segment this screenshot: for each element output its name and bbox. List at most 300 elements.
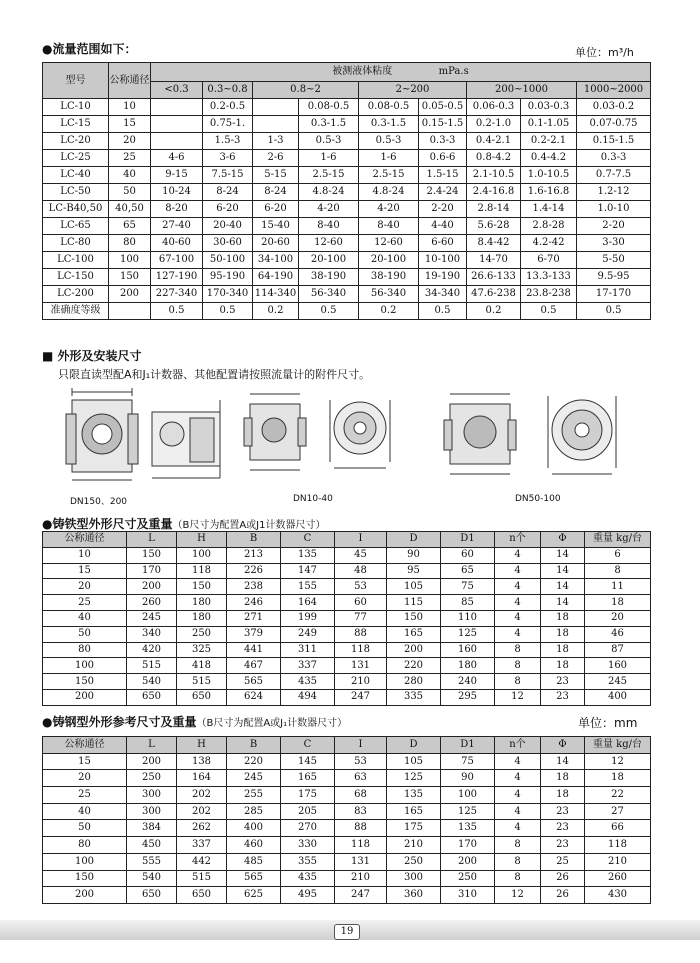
caption-dn10: DN10-40 bbox=[293, 494, 333, 504]
table-cell: 8-40 bbox=[359, 218, 419, 235]
table-cell: 88 bbox=[335, 820, 387, 837]
table-cell: 260 bbox=[585, 870, 651, 887]
table-cell: 27-40 bbox=[151, 218, 203, 235]
flow-header-nominal: 公称通径 bbox=[109, 63, 151, 99]
table-cell: 175 bbox=[387, 820, 441, 837]
column-header: n个 bbox=[495, 532, 541, 548]
table-cell: 38-190 bbox=[359, 269, 419, 286]
table-cell: LC-40 bbox=[43, 167, 109, 184]
cast-steel-table bbox=[42, 736, 651, 904]
table-cell: 4 bbox=[495, 820, 541, 837]
table-cell: 25 bbox=[541, 853, 585, 870]
flow-unit: 单位：m³/h bbox=[575, 46, 634, 59]
table-cell: 46 bbox=[585, 626, 651, 642]
caption-dn150: DN150、200 bbox=[70, 497, 128, 507]
table-cell: 95-190 bbox=[203, 269, 253, 286]
accuracy-cell: 0.5 bbox=[577, 303, 651, 320]
table-cell: 8 bbox=[495, 674, 541, 690]
table-cell: 150 bbox=[177, 579, 227, 595]
table-cell: 131 bbox=[335, 658, 387, 674]
table-cell: 118 bbox=[335, 837, 387, 854]
column-header: D1 bbox=[441, 737, 495, 754]
table-cell: 77 bbox=[335, 610, 387, 626]
table-cell: 213 bbox=[227, 547, 281, 563]
table-cell: 10-100 bbox=[419, 252, 467, 269]
table-cell: 4-20 bbox=[359, 201, 419, 218]
table-cell: 200 bbox=[127, 753, 177, 770]
page-number: 19 bbox=[334, 924, 360, 940]
table-cell: 138 bbox=[177, 753, 227, 770]
table-cell: 17-170 bbox=[577, 286, 651, 303]
table-cell: 0.15-1.5 bbox=[419, 116, 467, 133]
table-cell: 90 bbox=[441, 770, 495, 787]
table-cell: 11 bbox=[585, 579, 651, 595]
table-cell: 625 bbox=[227, 887, 281, 904]
table-cell: 100 bbox=[43, 658, 127, 674]
table-cell: 0.05-0.5 bbox=[419, 99, 467, 116]
table-cell: 5-15 bbox=[253, 167, 299, 184]
table-cell: 1.5-3 bbox=[203, 133, 253, 150]
table-cell: LC-50 bbox=[43, 184, 109, 201]
table-cell: 325 bbox=[177, 642, 227, 658]
table-cell: 40 bbox=[109, 167, 151, 184]
table-cell: 3-30 bbox=[577, 235, 651, 252]
range-header: 0.8~2 bbox=[253, 82, 359, 99]
table-cell: 110 bbox=[441, 610, 495, 626]
table-cell: 400 bbox=[227, 820, 281, 837]
table-cell: 6 bbox=[585, 547, 651, 563]
table-cell: 53 bbox=[335, 753, 387, 770]
table-cell: 100 bbox=[109, 252, 151, 269]
table-row bbox=[43, 803, 651, 820]
table-cell: 40,50 bbox=[109, 201, 151, 218]
table-row bbox=[43, 837, 651, 854]
table-cell: 175 bbox=[281, 787, 335, 804]
table-cell: 4 bbox=[495, 787, 541, 804]
table-cell: 2.8-28 bbox=[521, 218, 577, 235]
table-cell: 0.7-7.5 bbox=[577, 167, 651, 184]
table-cell: 5-50 bbox=[577, 252, 651, 269]
table-cell: 200 bbox=[387, 642, 441, 658]
table-cell: 170-340 bbox=[203, 286, 253, 303]
table-cell: 210 bbox=[387, 837, 441, 854]
table-cell: 565 bbox=[227, 870, 281, 887]
table-cell: LC-100 bbox=[43, 252, 109, 269]
table-cell bbox=[151, 133, 203, 150]
table-cell: 6-60 bbox=[419, 235, 467, 252]
table-cell: 4.8-24 bbox=[299, 184, 359, 201]
accuracy-cell: 0.2 bbox=[253, 303, 299, 320]
table-cell: 165 bbox=[281, 770, 335, 787]
table-cell: 8 bbox=[495, 642, 541, 658]
table-cell: 4.2-42 bbox=[521, 235, 577, 252]
column-header: n个 bbox=[495, 737, 541, 754]
table-cell: 467 bbox=[227, 658, 281, 674]
table-cell: 240 bbox=[441, 674, 495, 690]
table-cell: 150 bbox=[387, 610, 441, 626]
table-cell: 147 bbox=[281, 563, 335, 579]
table-cell: 0.3-3 bbox=[419, 133, 467, 150]
table-cell: 12 bbox=[585, 753, 651, 770]
table-cell: 100 bbox=[177, 547, 227, 563]
table-cell: 2.8-14 bbox=[467, 201, 521, 218]
table-cell: 8-20 bbox=[151, 201, 203, 218]
table-cell: 23 bbox=[541, 820, 585, 837]
table-cell: 2.4-16.8 bbox=[467, 184, 521, 201]
table-cell: 0.5-3 bbox=[359, 133, 419, 150]
table-cell: 25 bbox=[43, 595, 127, 611]
accuracy-cell: 0.5 bbox=[151, 303, 203, 320]
table-cell: 250 bbox=[177, 626, 227, 642]
table-header-row bbox=[43, 737, 651, 754]
table-cell: 75 bbox=[441, 579, 495, 595]
table-cell: LC-10 bbox=[43, 99, 109, 116]
table-cell: 0.3-1.5 bbox=[299, 116, 359, 133]
column-header: L bbox=[127, 532, 177, 548]
table-cell: 245 bbox=[127, 610, 177, 626]
table-cell: 4 bbox=[495, 803, 541, 820]
table-cell: 23.8-238 bbox=[521, 286, 577, 303]
table-cell: 150 bbox=[43, 870, 127, 887]
range-header: 2~200 bbox=[359, 82, 467, 99]
column-header: 重量 kg/台 bbox=[585, 737, 651, 754]
table-cell: 280 bbox=[387, 674, 441, 690]
table-cell: 200 bbox=[441, 853, 495, 870]
table-cell: 650 bbox=[177, 887, 227, 904]
table-cell: 311 bbox=[281, 642, 335, 658]
table-cell: 262 bbox=[177, 820, 227, 837]
table-row bbox=[43, 547, 651, 563]
column-header: H bbox=[177, 532, 227, 548]
table-cell: 14 bbox=[541, 547, 585, 563]
table-cell: 135 bbox=[281, 547, 335, 563]
table-cell bbox=[151, 116, 203, 133]
table-cell: 2-20 bbox=[419, 201, 467, 218]
table-row bbox=[43, 820, 651, 837]
table-cell: 0.1-1.05 bbox=[521, 116, 577, 133]
flow-header-model: 型号 bbox=[43, 63, 109, 99]
table-cell: 300 bbox=[387, 870, 441, 887]
range-header: 200~1000 bbox=[467, 82, 577, 99]
table-cell: 75 bbox=[441, 753, 495, 770]
table-cell: 250 bbox=[387, 853, 441, 870]
table-cell: LC-80 bbox=[43, 235, 109, 252]
accuracy-cell bbox=[109, 303, 151, 320]
table-row bbox=[43, 563, 651, 579]
drawing-dn10-front bbox=[330, 400, 390, 468]
table-cell: 165 bbox=[387, 803, 441, 820]
table-cell: 0.2-1.0 bbox=[467, 116, 521, 133]
table-row bbox=[43, 674, 651, 690]
table-cell: 20 bbox=[585, 610, 651, 626]
table-cell: 565 bbox=[227, 674, 281, 690]
column-header: 重量 kg/台 bbox=[585, 532, 651, 548]
drawing-dn10-side bbox=[244, 394, 306, 470]
table-cell: 650 bbox=[127, 887, 177, 904]
table-cell: 295 bbox=[441, 689, 495, 705]
table-cell: 18 bbox=[541, 642, 585, 658]
table-cell: 515 bbox=[177, 674, 227, 690]
table-cell: 220 bbox=[227, 753, 281, 770]
iron-title-sub: （B尺寸为配置A或J1计数器尺寸） bbox=[172, 520, 326, 531]
table-cell: 155 bbox=[281, 579, 335, 595]
table-cell: 56-340 bbox=[299, 286, 359, 303]
table-cell: 4 bbox=[495, 563, 541, 579]
table-cell: 624 bbox=[227, 689, 281, 705]
table-cell: 15 bbox=[109, 116, 151, 133]
steel-title-sub: （B尺寸为配置A或J₁计数器尺寸） bbox=[196, 718, 348, 729]
table-cell: 18 bbox=[541, 610, 585, 626]
column-header: H bbox=[177, 737, 227, 754]
table-row bbox=[43, 610, 651, 626]
table-cell: 200 bbox=[127, 579, 177, 595]
table-cell: 160 bbox=[441, 642, 495, 658]
table-cell: 20 bbox=[109, 133, 151, 150]
column-header: I bbox=[335, 737, 387, 754]
table-cell: 18 bbox=[585, 595, 651, 611]
table-cell: 40 bbox=[43, 803, 127, 820]
table-cell: 650 bbox=[127, 689, 177, 705]
table-cell: 6-70 bbox=[521, 252, 577, 269]
table-cell: 0.6-6 bbox=[419, 150, 467, 167]
table-cell: 247 bbox=[335, 689, 387, 705]
table-cell: 6-20 bbox=[253, 201, 299, 218]
table-row bbox=[43, 269, 651, 286]
table-cell: 53 bbox=[335, 579, 387, 595]
table-cell: 245 bbox=[227, 770, 281, 787]
table-cell: 202 bbox=[177, 803, 227, 820]
table-cell: 2.5-15 bbox=[299, 167, 359, 184]
table-cell: 384 bbox=[127, 820, 177, 837]
table-row bbox=[43, 853, 651, 870]
accuracy-cell: 准确度等级 bbox=[43, 303, 109, 320]
table-cell: 10 bbox=[109, 99, 151, 116]
accuracy-cell: 0.5 bbox=[521, 303, 577, 320]
table-row bbox=[43, 201, 651, 218]
table-row bbox=[43, 658, 651, 674]
table-cell: 210 bbox=[335, 674, 387, 690]
steel-title bbox=[42, 713, 347, 730]
flow-title: ●流量范围如下： bbox=[42, 42, 137, 56]
table-cell: 495 bbox=[281, 887, 335, 904]
table-cell: 118 bbox=[177, 563, 227, 579]
accuracy-cell: 0.2 bbox=[467, 303, 521, 320]
table-cell: 0.8-4.2 bbox=[467, 150, 521, 167]
table-cell: 255 bbox=[227, 787, 281, 804]
table-cell: 50 bbox=[43, 626, 127, 642]
table-cell: 13.3-133 bbox=[521, 269, 577, 286]
table-cell: 34-100 bbox=[253, 252, 299, 269]
table-cell: 95 bbox=[387, 563, 441, 579]
table-row bbox=[43, 595, 651, 611]
table-cell: 64-190 bbox=[253, 269, 299, 286]
table-cell: 0.3-1.5 bbox=[359, 116, 419, 133]
table-cell: 14 bbox=[541, 579, 585, 595]
column-header: 公称通径 bbox=[43, 737, 127, 754]
table-cell: 2.4-24 bbox=[419, 184, 467, 201]
table-cell: 150 bbox=[127, 547, 177, 563]
table-cell: 88 bbox=[335, 626, 387, 642]
accuracy-cell: 0.5 bbox=[203, 303, 253, 320]
table-cell: 6-20 bbox=[203, 201, 253, 218]
table-cell: 160 bbox=[585, 658, 651, 674]
table-cell: 435 bbox=[281, 674, 335, 690]
iron-title bbox=[42, 515, 326, 532]
table-cell: 210 bbox=[585, 853, 651, 870]
table-cell: 337 bbox=[281, 658, 335, 674]
table-cell: 8 bbox=[585, 563, 651, 579]
table-cell: 360 bbox=[387, 887, 441, 904]
table-cell: 2.1-10.5 bbox=[467, 167, 521, 184]
table-cell: 418 bbox=[177, 658, 227, 674]
table-cell: 20-100 bbox=[359, 252, 419, 269]
table-cell: 0.08-0.5 bbox=[299, 99, 359, 116]
table-cell: 1.2-12 bbox=[577, 184, 651, 201]
column-header: I bbox=[335, 532, 387, 548]
table-cell: 150 bbox=[43, 674, 127, 690]
table-cell: 60 bbox=[441, 547, 495, 563]
table-cell: 135 bbox=[441, 820, 495, 837]
table-cell: 22 bbox=[585, 787, 651, 804]
table-cell: 105 bbox=[387, 753, 441, 770]
table-cell: 164 bbox=[177, 770, 227, 787]
table-cell: 100 bbox=[43, 853, 127, 870]
table-cell: 14 bbox=[541, 563, 585, 579]
table-cell: 1-6 bbox=[299, 150, 359, 167]
table-cell: 400 bbox=[585, 689, 651, 705]
table-cell: 125 bbox=[387, 770, 441, 787]
table-cell: 4-6 bbox=[151, 150, 203, 167]
table-row bbox=[43, 235, 651, 252]
table-cell: 115 bbox=[387, 595, 441, 611]
table-cell: 4 bbox=[495, 626, 541, 642]
table-cell: 60 bbox=[335, 595, 387, 611]
table-cell: 135 bbox=[387, 787, 441, 804]
table-cell: 8-40 bbox=[299, 218, 359, 235]
table-cell: LC-B40,50 bbox=[43, 201, 109, 218]
table-cell: 90 bbox=[387, 547, 441, 563]
table-cell: 1.5-15 bbox=[419, 167, 467, 184]
accuracy-row bbox=[43, 303, 651, 320]
table-cell: 4 bbox=[495, 579, 541, 595]
table-cell: 18 bbox=[541, 626, 585, 642]
table-cell: 355 bbox=[281, 853, 335, 870]
table-cell: 4.8-24 bbox=[359, 184, 419, 201]
table-cell: 0.3-3 bbox=[577, 150, 651, 167]
table-cell: 26 bbox=[541, 870, 585, 887]
table-cell: 150 bbox=[109, 269, 151, 286]
table-cell: 80 bbox=[43, 642, 127, 658]
table-cell: 38-190 bbox=[299, 269, 359, 286]
table-cell: 200 bbox=[109, 286, 151, 303]
table-cell: 8 bbox=[495, 853, 541, 870]
column-header: B bbox=[227, 737, 281, 754]
flow-range-table bbox=[42, 62, 651, 320]
caption-dn50: DN50-100 bbox=[515, 494, 561, 504]
steel-unit: 单位：mm bbox=[578, 716, 638, 730]
table-cell: 25 bbox=[109, 150, 151, 167]
table-cell: 125 bbox=[441, 803, 495, 820]
install-title: ■ 外形及安装尺寸 bbox=[42, 349, 142, 363]
table-cell: 245 bbox=[585, 674, 651, 690]
table-cell: LC-15 bbox=[43, 116, 109, 133]
table-cell: 18 bbox=[585, 770, 651, 787]
table-cell: 199 bbox=[281, 610, 335, 626]
table-cell: 420 bbox=[127, 642, 177, 658]
table-cell: LC-150 bbox=[43, 269, 109, 286]
table-cell: 20-40 bbox=[203, 218, 253, 235]
table-cell: 1.6-16.8 bbox=[521, 184, 577, 201]
column-header: L bbox=[127, 737, 177, 754]
table-cell: 0.2-2.1 bbox=[521, 133, 577, 150]
table-cell: 330 bbox=[281, 837, 335, 854]
table-cell: 125 bbox=[441, 626, 495, 642]
table-cell: 0.07-0.75 bbox=[577, 116, 651, 133]
table-cell: 2-20 bbox=[577, 218, 651, 235]
table-cell: 8.4-42 bbox=[467, 235, 521, 252]
table-cell: 540 bbox=[127, 674, 177, 690]
table-cell: 145 bbox=[281, 753, 335, 770]
table-cell: 4-20 bbox=[299, 201, 359, 218]
table-cell: 200 bbox=[43, 887, 127, 904]
table-cell: 460 bbox=[227, 837, 281, 854]
table-cell: 12 bbox=[495, 689, 541, 705]
table-cell: 260 bbox=[127, 595, 177, 611]
table-cell: 220 bbox=[387, 658, 441, 674]
table-cell: 1.4-14 bbox=[521, 201, 577, 218]
table-cell: 12-60 bbox=[359, 235, 419, 252]
table-cell: 50 bbox=[109, 184, 151, 201]
install-note: 只限直读型配A和J₁计数器、其他配置请按照流量计的附件尺寸。 bbox=[58, 368, 371, 381]
table-cell: 450 bbox=[127, 837, 177, 854]
table-cell: 12 bbox=[495, 887, 541, 904]
column-header: D bbox=[387, 532, 441, 548]
table-cell: 494 bbox=[281, 689, 335, 705]
table-cell: 0.75-1. bbox=[203, 116, 253, 133]
accuracy-cell: 0.2 bbox=[359, 303, 419, 320]
table-cell: 4 bbox=[495, 595, 541, 611]
iron-title-main: ●铸铁型外形尺寸及重量 bbox=[42, 517, 173, 531]
column-header: 公称通径 bbox=[43, 532, 127, 548]
table-cell: 271 bbox=[227, 610, 281, 626]
drawing-dn150-front bbox=[152, 400, 220, 478]
table-header-row bbox=[43, 532, 651, 548]
table-cell: 100 bbox=[441, 787, 495, 804]
accuracy-cell: 0.5 bbox=[299, 303, 359, 320]
table-cell: 18 bbox=[541, 658, 585, 674]
table-cell: 23 bbox=[541, 803, 585, 820]
table-cell: 45 bbox=[335, 547, 387, 563]
table-row bbox=[43, 99, 651, 116]
accuracy-cell: 0.5 bbox=[419, 303, 467, 320]
range-header: 1000~2000 bbox=[577, 82, 651, 99]
flow-header-viscosity bbox=[151, 63, 651, 82]
column-header: C bbox=[281, 737, 335, 754]
table-cell: 20-100 bbox=[299, 252, 359, 269]
table-cell: 300 bbox=[127, 787, 177, 804]
table-cell: LC-200 bbox=[43, 286, 109, 303]
table-row bbox=[43, 150, 651, 167]
table-cell: 249 bbox=[281, 626, 335, 642]
table-cell: 226 bbox=[227, 563, 281, 579]
table-row bbox=[43, 184, 651, 201]
table-cell: 441 bbox=[227, 642, 281, 658]
table-cell: 0.4-4.2 bbox=[521, 150, 577, 167]
table-cell: 435 bbox=[281, 870, 335, 887]
drawing-dn50-front bbox=[548, 396, 616, 474]
table-cell: 26.6-133 bbox=[467, 269, 521, 286]
table-cell: 14 bbox=[541, 753, 585, 770]
